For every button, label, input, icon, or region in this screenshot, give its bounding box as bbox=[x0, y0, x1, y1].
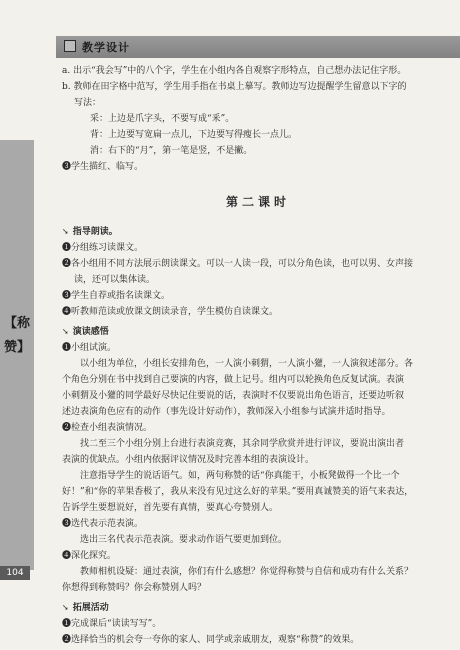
text-line: ❶小组试演。 bbox=[62, 343, 117, 353]
arrow-icon: ➘ bbox=[62, 327, 69, 336]
section-heading: ➘ 指导朗读。 bbox=[62, 224, 454, 240]
text-line: ❸选代表示范表演。 bbox=[62, 519, 144, 529]
text-line: 背：上边要写宽扁一点儿，下边要写得瘦长一点儿。 bbox=[90, 130, 298, 140]
text-line: ❶分组练习读课文。 bbox=[62, 243, 144, 253]
text-line: 小刺猬及小獾的同学最好尽快记住要说的话，表演时不仅要说出角色语言，还要边听叙 bbox=[62, 391, 405, 401]
text-line: 采：上边是爪字头，不要写成“釆”。 bbox=[90, 114, 235, 124]
text-line: b. 教师在田字格中范写，学生用手指在书桌上摹写。教师边写边提醒学生留意以下字的 bbox=[62, 82, 407, 92]
page-number: 104 bbox=[0, 566, 30, 580]
text-line: ❹听教师范读或放课文朗读录音，学生模仿自读课文。 bbox=[62, 307, 279, 317]
text-line: 找二至三个小组分别上台进行表演竞赛，其余同学欣赏并进行评议，要说出演出者 bbox=[80, 439, 405, 449]
text-line: 告诉学生要想说好，首先要有真情，要真心夸赞别人。 bbox=[62, 503, 279, 513]
text-line: ❶完成课后“读读写写”。 bbox=[62, 619, 162, 629]
text-line: 述边表演角色应有的动作（事先设计好动作），教师深入小组参与试演并适时指导。 bbox=[62, 407, 391, 417]
section-heading: ➘ 拓展活动 bbox=[62, 600, 454, 616]
text-line: 表演的优缺点。小组内依据评议情况及时完善本组的表演设计。 bbox=[62, 455, 315, 465]
checkbox-icon bbox=[64, 40, 76, 52]
text-line: ❸学生描红、临写。 bbox=[62, 162, 144, 172]
text-line: ❸学生自荐或指名读课文。 bbox=[62, 291, 171, 301]
text-line: 个角色分别在书中找到自己要演的内容，做上记号。组内可以轮换角色反复试演。表演 bbox=[62, 375, 405, 385]
text-line: ❹深化探究。 bbox=[62, 551, 117, 561]
text-line: ❷检查小组表演情况。 bbox=[62, 423, 153, 433]
text-line: 写法： bbox=[74, 98, 102, 108]
arrow-icon: ➘ bbox=[62, 603, 69, 612]
document-body bbox=[62, 63, 454, 648]
header-title: 教学设计 bbox=[82, 41, 130, 54]
arrow-icon: ➘ bbox=[62, 227, 69, 236]
text-line: 选出三名代表示范表演。要求动作语气要更加到位。 bbox=[80, 535, 288, 545]
text-line: ❷选择恰当的机会夸一夸你的家人、同学或亲戚朋友，观察“称赞”的效果。 bbox=[62, 635, 360, 645]
side-tab-label: 【称 赞】 bbox=[3, 316, 30, 355]
text-line: 注意指导学生的说话语气。如，两句称赞的话“你真能干，小板凳做得一个比一个 bbox=[80, 471, 400, 481]
text-line: 读，还可以集体读。 bbox=[74, 275, 156, 285]
text-line: 教师相机设疑：通过表演，你们有什么感想？你觉得称赞与自信和成功有什么关系？ bbox=[80, 567, 414, 577]
text-line: 以小组为单位，小组长安排角色，一人演小刺猬，一人演小獾，一人演叙述部分。各 bbox=[80, 359, 414, 369]
text-line: 你想得到称赞吗？你会称赞别人吗？ bbox=[62, 583, 207, 593]
text-line: 好！”和“你的苹果香极了，我从来没有见过这么好的苹果。”要用真诚赞美的语气来表达， bbox=[62, 487, 414, 497]
section-heading: ➘ 演读感悟 bbox=[62, 324, 454, 340]
text-line: a. 出示“我会写”中的八个字，学生在小组内各自观察字形特点，自己想办法记住字形。 bbox=[62, 66, 407, 76]
lesson-title: 第二课时 bbox=[225, 195, 290, 209]
text-line: 消：右下的“月”，第一笔是竖，不是撇。 bbox=[90, 146, 253, 156]
text-line: ❷各小组用不同方法展示朗读课文。可以一人读一段，可以分角色读，也可以男、女声接 bbox=[62, 259, 414, 269]
